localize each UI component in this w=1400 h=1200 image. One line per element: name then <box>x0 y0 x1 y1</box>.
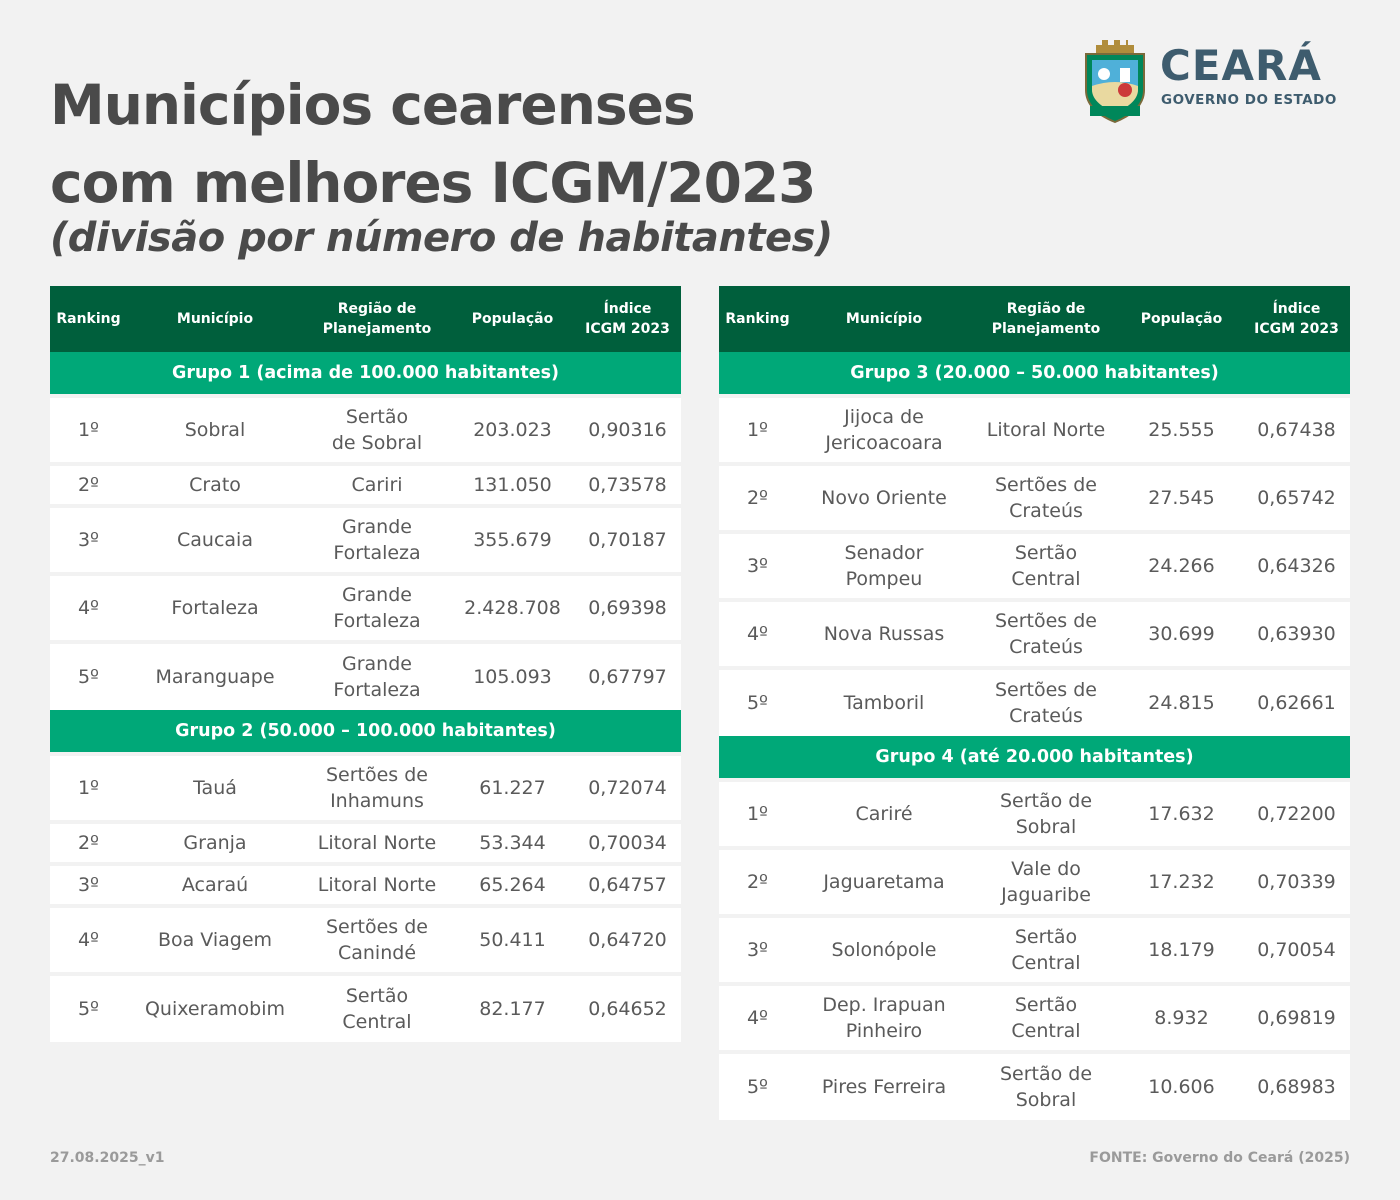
municipio-cell: Tauá <box>127 754 303 822</box>
regiao-line: Fortaleza <box>333 610 421 632</box>
col-regiao <box>972 286 1120 352</box>
regiao-line: Sertões de <box>325 764 428 786</box>
indice-cell: 0,72200 <box>1243 780 1350 848</box>
logo-subtitle: GOVERNO DO ESTADO <box>1161 92 1337 108</box>
regiao-line: Grande <box>342 516 412 538</box>
table-row <box>719 984 1350 1052</box>
group-1-label: Grupo 1 (acima de 100.000 habitantes) <box>50 352 681 396</box>
regiao-line: Crateús <box>1009 636 1083 658</box>
indice-cell: 0,69398 <box>574 574 681 642</box>
table-row <box>50 464 681 506</box>
municipio-cell: Granja <box>127 822 303 864</box>
regiao-line: Central <box>1011 568 1081 590</box>
indice-cell: 0,62661 <box>1243 668 1350 736</box>
populacao-cell: 10.606 <box>1120 1052 1243 1120</box>
populacao-cell: 30.699 <box>1120 600 1243 668</box>
rank-cell: 4º <box>50 574 127 642</box>
populacao-cell: 24.266 <box>1120 532 1243 600</box>
rank-cell: 4º <box>50 906 127 974</box>
regiao-line: Fortaleza <box>333 679 421 701</box>
regiao-line: Sertão de <box>999 790 1093 812</box>
populacao-cell: 105.093 <box>451 642 574 710</box>
page-title <box>50 66 815 222</box>
table-row <box>50 642 681 710</box>
table-header <box>50 286 681 352</box>
group-header <box>50 352 681 396</box>
table-row <box>50 754 681 822</box>
municipio-line: Dep. Irapuan <box>822 994 946 1016</box>
regiao-cell <box>303 574 451 642</box>
table-row <box>719 668 1350 736</box>
rank-cell: 3º <box>719 532 796 600</box>
populacao-cell: 82.177 <box>451 974 574 1042</box>
rank-cell: 5º <box>719 1052 796 1120</box>
table-header <box>719 286 1350 352</box>
col-municipio: Município <box>127 286 303 352</box>
regiao-line: Sertão <box>1014 926 1078 948</box>
ranking-table-left <box>50 286 681 1042</box>
populacao-cell: 65.264 <box>451 864 574 906</box>
source-note: FONTE: Governo do Ceará (2025) <box>1089 1150 1350 1166</box>
regiao-cell <box>972 668 1120 736</box>
regiao-line: Sobral <box>1015 1089 1077 1111</box>
municipio-line: Jericoacoara <box>825 432 943 454</box>
ceara-logo <box>1082 38 1352 124</box>
populacao-cell: 53.344 <box>451 822 574 864</box>
rank-cell: 5º <box>50 974 127 1042</box>
col-indice-line-2: ICGM 2023 <box>585 321 670 337</box>
regiao-cell <box>972 1052 1120 1120</box>
populacao-cell: 2.428.708 <box>451 574 574 642</box>
rank-cell: 1º <box>50 396 127 464</box>
municipio-cell: Crato <box>127 464 303 506</box>
rank-cell: 2º <box>50 822 127 864</box>
col-indice <box>574 286 681 352</box>
regiao-cell: Litoral Norte <box>972 396 1120 464</box>
municipio-cell <box>796 396 972 464</box>
regiao-line: Grande <box>342 584 412 606</box>
regiao-line: Sobral <box>1015 816 1077 838</box>
col-indice-line-1: Índice <box>1272 301 1321 317</box>
municipio-cell: Tamboril <box>796 668 972 736</box>
rank-cell: 4º <box>719 984 796 1052</box>
group-2-label: Grupo 2 (50.000 – 100.000 habitantes) <box>50 710 681 754</box>
regiao-cell <box>303 396 451 464</box>
municipio-line: Pinheiro <box>845 1020 923 1042</box>
table-row <box>50 822 681 864</box>
table-row <box>50 974 681 1042</box>
group-header <box>50 710 681 754</box>
rank-cell: 5º <box>719 668 796 736</box>
municipio-cell: Jaguaretama <box>796 848 972 916</box>
table-row <box>719 600 1350 668</box>
populacao-cell: 50.411 <box>451 906 574 974</box>
municipio-cell: Boa Viagem <box>127 906 303 974</box>
municipio-cell <box>796 532 972 600</box>
regiao-line: Sertões de <box>994 610 1097 632</box>
populacao-cell: 17.232 <box>1120 848 1243 916</box>
table-row <box>719 1052 1350 1120</box>
regiao-line: Sertão <box>345 406 409 428</box>
indice-cell: 0,70187 <box>574 506 681 574</box>
regiao-cell: Litoral Norte <box>303 864 451 906</box>
col-regiao-line-1: Região de <box>337 301 417 317</box>
municipio-cell: Cariré <box>796 780 972 848</box>
indice-cell: 0,72074 <box>574 754 681 822</box>
municipio-cell: Caucaia <box>127 506 303 574</box>
rank-cell: 2º <box>50 464 127 506</box>
indice-cell: 0,70034 <box>574 822 681 864</box>
col-indice-line-1: Índice <box>603 301 652 317</box>
indice-cell: 0,63930 <box>1243 600 1350 668</box>
populacao-cell: 25.555 <box>1120 396 1243 464</box>
regiao-cell <box>972 600 1120 668</box>
populacao-cell: 24.815 <box>1120 668 1243 736</box>
regiao-line: Grande <box>342 653 412 675</box>
indice-cell: 0,65742 <box>1243 464 1350 532</box>
regiao-line: Central <box>342 1011 412 1033</box>
col-populacao: População <box>1120 286 1243 352</box>
table-row <box>719 780 1350 848</box>
populacao-cell: 17.632 <box>1120 780 1243 848</box>
municipio-cell: Acaraú <box>127 864 303 906</box>
regiao-line: Canindé <box>337 942 417 964</box>
regiao-line: Crateús <box>1009 500 1083 522</box>
group-header <box>719 736 1350 780</box>
regiao-cell <box>972 532 1120 600</box>
regiao-line: Fortaleza <box>333 542 421 564</box>
municipio-cell: Pires Ferreira <box>796 1052 972 1120</box>
municipio-cell: Quixeramobim <box>127 974 303 1042</box>
regiao-cell <box>303 974 451 1042</box>
municipio-cell: Novo Oriente <box>796 464 972 532</box>
rank-cell: 4º <box>719 600 796 668</box>
populacao-cell: 131.050 <box>451 464 574 506</box>
municipio-cell: Nova Russas <box>796 600 972 668</box>
ranking-table-right <box>719 286 1350 1120</box>
regiao-cell <box>972 848 1120 916</box>
municipio-line: Senador <box>844 542 924 564</box>
municipio-cell: Sobral <box>127 396 303 464</box>
municipio-cell <box>796 984 972 1052</box>
regiao-line: Vale do <box>1011 858 1081 880</box>
regiao-cell <box>303 506 451 574</box>
table-row <box>50 906 681 974</box>
municipio-cell: Maranguape <box>127 642 303 710</box>
regiao-line: Sertão <box>345 985 409 1007</box>
regiao-cell: Litoral Norte <box>303 822 451 864</box>
regiao-cell <box>972 464 1120 532</box>
indice-cell: 0,68983 <box>1243 1052 1350 1120</box>
populacao-cell: 355.679 <box>451 506 574 574</box>
group-4-label: Grupo 4 (até 20.000 habitantes) <box>719 736 1350 780</box>
regiao-line: Central <box>1011 952 1081 974</box>
table-row <box>50 864 681 906</box>
regiao-line: de Sobral <box>331 432 423 454</box>
regiao-line: Crateús <box>1009 705 1083 727</box>
populacao-cell: 18.179 <box>1120 916 1243 984</box>
regiao-cell <box>972 916 1120 984</box>
regiao-cell <box>303 906 451 974</box>
rank-cell: 2º <box>719 464 796 532</box>
municipio-line: Pompeu <box>845 568 923 590</box>
municipio-cell: Solonópole <box>796 916 972 984</box>
populacao-cell: 203.023 <box>451 396 574 464</box>
group-3-label: Grupo 3 (20.000 – 50.000 habitantes) <box>719 352 1350 396</box>
populacao-cell: 8.932 <box>1120 984 1243 1052</box>
rank-cell: 1º <box>50 754 127 822</box>
regiao-line: Sertões de <box>994 679 1097 701</box>
logo-wordmark: CEARÁ <box>1160 41 1322 90</box>
regiao-line: Inhamuns <box>330 790 424 812</box>
indice-cell: 0,64326 <box>1243 532 1350 600</box>
rank-cell: 3º <box>50 864 127 906</box>
indice-cell: 0,70054 <box>1243 916 1350 984</box>
title-line-2: com melhores ICGM/2023 <box>50 151 816 215</box>
table-row <box>719 532 1350 600</box>
rank-cell: 2º <box>719 848 796 916</box>
col-indice <box>1243 286 1350 352</box>
indice-cell: 0,64652 <box>574 974 681 1042</box>
col-ranking: Ranking <box>719 286 796 352</box>
ceara-coat-of-arms-icon <box>1082 38 1148 124</box>
table-row <box>50 396 681 464</box>
table-row <box>719 464 1350 532</box>
regiao-line: Sertão de <box>999 1063 1093 1085</box>
indice-cell: 0,64720 <box>574 906 681 974</box>
regiao-line: Sertões de <box>325 916 428 938</box>
rank-cell: 3º <box>50 506 127 574</box>
regiao-line: Central <box>1011 1020 1081 1042</box>
col-ranking: Ranking <box>50 286 127 352</box>
indice-cell: 0,67797 <box>574 642 681 710</box>
regiao-line: Sertão <box>1014 994 1078 1016</box>
regiao-line: Sertão <box>1014 542 1078 564</box>
table-row <box>50 506 681 574</box>
regiao-cell <box>303 754 451 822</box>
rank-cell: 1º <box>719 780 796 848</box>
rank-cell: 3º <box>719 916 796 984</box>
col-regiao-line-1: Região de <box>1006 301 1086 317</box>
version-stamp: 27.08.2025_v1 <box>50 1150 165 1166</box>
rank-cell: 1º <box>719 396 796 464</box>
col-regiao-line-2: Planejamento <box>322 321 432 337</box>
municipio-line: Jijoca de <box>844 406 924 428</box>
regiao-line: Jaguaribe <box>1001 884 1091 906</box>
populacao-cell: 61.227 <box>451 754 574 822</box>
indice-cell: 0,69819 <box>1243 984 1350 1052</box>
title-line-1: Municípios cearenses <box>50 73 695 137</box>
col-indice-line-2: ICGM 2023 <box>1254 321 1339 337</box>
municipio-cell: Fortaleza <box>127 574 303 642</box>
populacao-cell: 27.545 <box>1120 464 1243 532</box>
table-row <box>719 396 1350 464</box>
indice-cell: 0,64757 <box>574 864 681 906</box>
regiao-cell: Cariri <box>303 464 451 506</box>
col-municipio: Município <box>796 286 972 352</box>
page-subtitle: (divisão por número de habitantes) <box>50 215 833 261</box>
rank-cell: 5º <box>50 642 127 710</box>
indice-cell: 0,90316 <box>574 396 681 464</box>
regiao-line: Sertões de <box>994 474 1097 496</box>
table-row <box>719 848 1350 916</box>
indice-cell: 0,73578 <box>574 464 681 506</box>
regiao-cell <box>972 780 1120 848</box>
regiao-cell <box>972 984 1120 1052</box>
table-row <box>50 574 681 642</box>
table-row <box>719 916 1350 984</box>
regiao-cell <box>303 642 451 710</box>
col-regiao-line-2: Planejamento <box>991 321 1101 337</box>
col-regiao <box>303 286 451 352</box>
group-header <box>719 352 1350 396</box>
indice-cell: 0,70339 <box>1243 848 1350 916</box>
col-populacao: População <box>451 286 574 352</box>
indice-cell: 0,67438 <box>1243 396 1350 464</box>
